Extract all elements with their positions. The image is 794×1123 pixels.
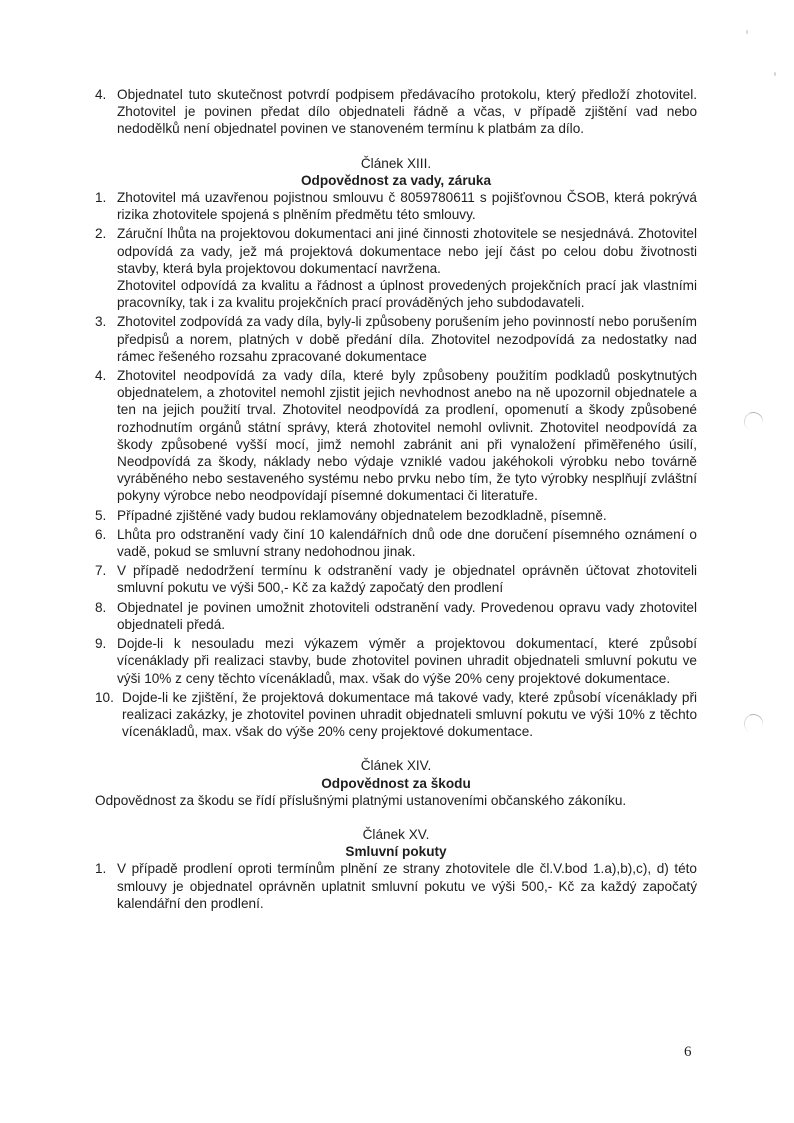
item-number: 6.: [95, 526, 107, 542]
item-text: Objednatel je povinen umožnit zhotoviteli odstranění vady. Provedenou opravu vady zhotovitel objednateli předá.: [117, 599, 697, 632]
article-xiii-list: [95, 189, 697, 740]
page-content: [95, 86, 697, 912]
list-item: [95, 860, 697, 912]
item-number: 8.: [95, 599, 107, 615]
item-number: 4.: [95, 87, 107, 102]
list-item: [95, 599, 697, 633]
item-text: Zhotovitel zodpovídá za vady díla, byly-li způsobeny porušením jeho povinností nebo porušením předpisů a norem, platných v době předání díla. Zhotovitel nezodpovídá za nedostatky nad rámec řešeného rozsahu zpracované dokumentace: [117, 314, 697, 364]
list-item: [95, 86, 697, 138]
item-number: 1.: [95, 190, 107, 206]
item-number: 1.: [95, 861, 107, 877]
item-text: Záruční lhůta na projektovou dokumentaci ani jiné činnosti zhotovitele se nesjednává. Zhotovitel odpovídá za vady, jež má projektová dokumentace nebo její část po celou dobu životnosti stavby, která byla projektovou dokumentací navržena.: [117, 226, 697, 276]
article-label: Článek XV.: [362, 826, 430, 842]
item-text: V případě nedodržení termínu k odstranění vady je objednatel oprávněn účtovat zhotoviteli smluvní pokutu ve výši 500,- Kč za každý započatý den prodlení: [117, 563, 697, 596]
item-text: Zhotovitel odpovídá za kvalitu a řádnost a úplnost provedených projekčních prací jak vlastními pracovníky, tak i za kvalitu projekčních prací prováděných jeho subdodavateli.: [117, 278, 697, 311]
list-item: [95, 189, 697, 223]
punch-hole-mark: [741, 409, 765, 433]
item-text: Zhotovitel má uzavřenou pojistnou smlouvu č 8059780611 s pojišťovnou ČSOB, která pokrývá rizika zhotovitele spojená s plněním předmětu této smlouvy.: [117, 190, 697, 223]
list-item: [95, 367, 697, 505]
item-number: 10.: [95, 689, 114, 705]
item-text: V případě prodlení oproti termínům plnění ze strany zhotovitele dle čl.V.bod 1.a),b),c), d) této smlouvy je objednatel oprávněn uplatnit smluvní pokutu ve výši 500,- Kč za každý započatý kalendářní den prodlení.: [117, 861, 697, 911]
scan-speck: [774, 72, 776, 76]
list-item: [95, 507, 697, 524]
list-item: [95, 225, 697, 311]
list-item: [95, 635, 697, 687]
article-label: Článek XIV.: [360, 758, 432, 774]
list-item: [95, 526, 697, 560]
item-text: Dojde-li ke zjištění, že projektová dokumentace má takové vady, které způsobí vícenáklady při realizaci zakázky, je zhotovitel povinen uhradit objednateli smluvní pokutu ve výši 10% z těchto vícenákladů, max. však do výše 20% ceny projektové dokumentace.: [122, 689, 697, 740]
article-label: Článek XIII.: [360, 155, 432, 171]
item-number: 4.: [95, 368, 107, 384]
article-title: Smluvní pokuty: [345, 844, 447, 860]
item-text: Případné zjištěné vady budou reklamovány objednatelem bezodkladně, písemně.: [117, 507, 607, 523]
item-text: Lhůta pro odstranění vady činí 10 kalendářních dnů ode dne doručení písemného oznámení o vadě, pokud se smluvní strany nedohodnou jinak.: [117, 526, 697, 560]
article-text: Odpovědnost za škodu se řídí příslušnými platnými ustanoveními občanského zákoníku.: [95, 792, 627, 808]
item-number: 3.: [95, 314, 107, 330]
scan-speck: [746, 30, 748, 34]
page-number: 6: [684, 1044, 692, 1060]
article-title: Odpovědnost za vady, záruka: [300, 172, 492, 188]
item-number: 5.: [95, 507, 107, 523]
punch-hole-mark: [741, 711, 765, 735]
item-text: Dojde-li k nesouladu mezi výkazem výměr a projektovou dokumentací, které způsobí vícenáklady při realizaci stavby, bude zhotovitel povinen uhradit objednateli smluvní pokutu ve výši 10% z ceny těchto vícenákladů, max. však do výše 20% ceny projektové dokumentace.: [117, 636, 697, 686]
item-number: 2.: [95, 226, 107, 242]
list-item: [95, 689, 697, 741]
item-number: 9.: [95, 636, 107, 652]
list-item: [95, 562, 697, 596]
list-item: [95, 313, 697, 365]
item-number: 7.: [95, 563, 107, 579]
article-xv-list: [95, 860, 697, 912]
item-text: Objednatel tuto skutečnost potvrdí podpisem předávacího protokolu, který předloží zhotovitel. Zhotovitel je povinen předat dílo objednateli řádně a včas, v případě zjištění vad nebo nedodělků není objednatel povinen ve stanoveném termínu k platbám za dílo.: [117, 87, 697, 137]
item-text: Zhotovitel neodpovídá za vady díla, které byly způsobeny použitím podkladů poskytnutých objednatelem, a zhotovitel nemohl zjistit jejich nevhodnost anebo na ně upozornil objednatele a ten na jejich použití trval. Zhotovitel neodpovídá za prodlení, opomenutí a škody způsobené rozhodnutím orgánů státní správy, která zhotovitel nemohl ovlivnit. Zhotovitel neodpovídá za škody způsobené vyšší mocí, jimž nemohl zabránit ani při vynaložení přiměřeného úsilí, Neodpovídá za škody, náklady nebo výdaje vzniklé vadou jakéhokoli výrobku nebo továrně vyráběného nebo sestaveného systému nebo prvku nebo tím, že tyto výrobky nesplňují zvláštní pokyny výrobce nebo neodpovídají písemné dokumentaci či literatuře.: [117, 368, 697, 504]
article-title: Odpovědnost za škodu: [321, 775, 471, 791]
